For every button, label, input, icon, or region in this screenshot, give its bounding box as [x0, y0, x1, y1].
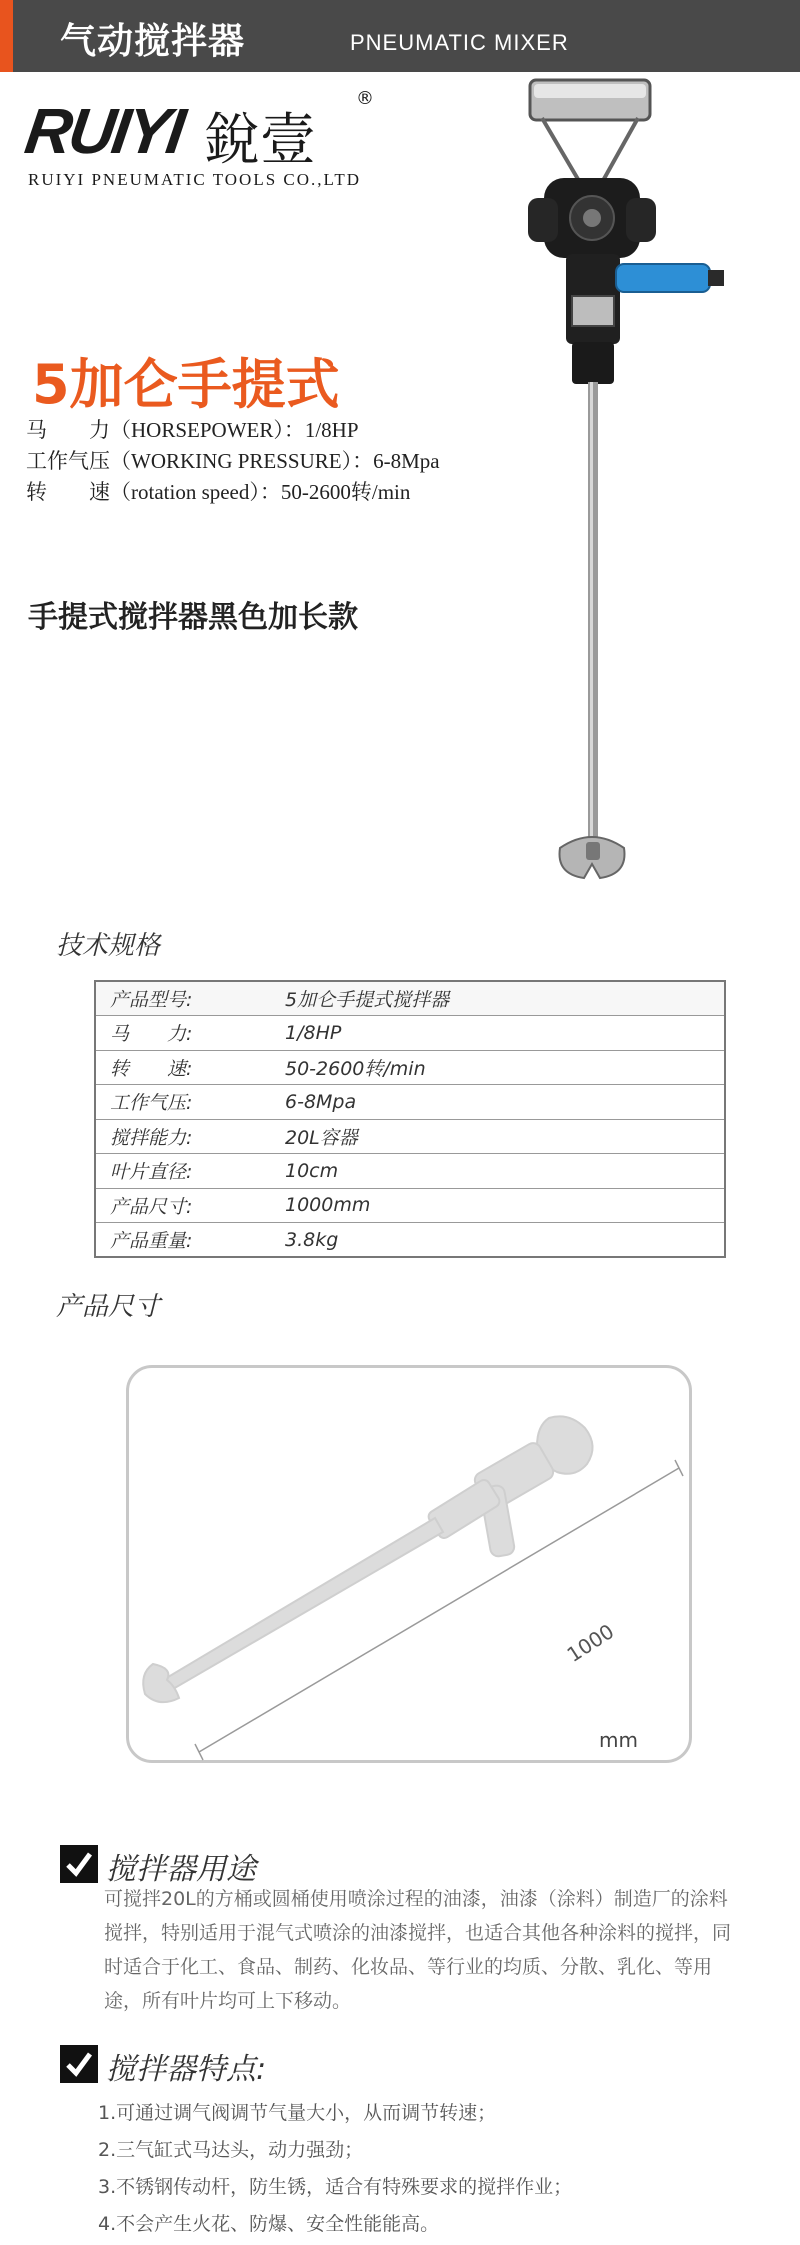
header-title-cn: 气动搅拌器: [60, 21, 246, 62]
feature-item: 1.可通过调气阀调节气量大小，从而调节转速；: [98, 2102, 497, 2124]
spec-key: 产品型号:: [95, 981, 285, 1016]
company-name: RUIYI PNEUMATIC TOOLS CO.,LTD: [28, 170, 362, 189]
table-row: [95, 1188, 725, 1223]
spec-value: 1000mm: [285, 1188, 725, 1223]
spec-value: 6-8Mpa: [285, 1085, 725, 1120]
features-title: 搅拌器特点:: [106, 2052, 267, 2087]
table-row: [95, 1050, 725, 1085]
spec-working-pressure: 工作气压（WORKING PRESSURE）：6-8Mpa: [26, 449, 440, 473]
spec-rotation-speed: 转 速（rotation speed）：50-2600转/min: [26, 480, 411, 504]
table-row: [95, 1085, 725, 1120]
logo-mark: RUIYI: [20, 95, 187, 167]
dimension-length-label: 1000: [562, 1619, 619, 1667]
feature-item: 4.不会产生火花、防爆、安全性能能高。: [98, 2213, 440, 2235]
spec-key: 搅拌能力:: [95, 1119, 285, 1154]
tech-spec-table: [94, 980, 726, 1258]
spec-value: 3.8kg: [285, 1223, 725, 1258]
brand-logo: [20, 88, 386, 193]
spec-key: 工作气压:: [95, 1085, 285, 1120]
table-row: [95, 1016, 725, 1051]
tech-spec-title: 技术规格: [56, 931, 161, 961]
model-title: 5加仑手提式: [32, 353, 340, 416]
page-header: [0, 0, 800, 72]
uses-title: 搅拌器用途: [106, 1852, 256, 1887]
table-row: [95, 1154, 725, 1189]
spec-value: 50-2600转/min: [285, 1050, 725, 1085]
spec-key: 马 力:: [95, 1016, 285, 1051]
table-row: [95, 1119, 725, 1154]
header-title-en: PNEUMATIC MIXER: [350, 30, 569, 55]
checkmark-icon: [60, 2045, 98, 2083]
logo-mark-cn: 銳壹: [204, 108, 316, 173]
feature-item: 2.三气缸式马达头，动力强劲；: [98, 2139, 364, 2161]
spec-value: 5加仑手提式搅拌器: [285, 981, 725, 1016]
spec-value: 20L容器: [285, 1119, 725, 1154]
registered-mark: ®: [356, 88, 374, 109]
dimensions-title: 产品尺寸: [56, 1292, 161, 1322]
spec-key: 叶片直径:: [95, 1154, 285, 1189]
spec-key: 转 速:: [95, 1050, 285, 1085]
dimension-unit: mm: [599, 1728, 638, 1752]
product-subtitle: 手提式搅拌器黑色加长款: [28, 600, 358, 635]
mixer-silhouette-drawing: [129, 1368, 695, 1766]
table-row: [95, 981, 725, 1016]
spec-key: 产品重量:: [95, 1223, 285, 1258]
product-photo-mixer: [500, 78, 780, 898]
spec-value: 1/8HP: [285, 1016, 725, 1051]
spec-value: 10cm: [285, 1154, 725, 1189]
checkmark-icon: [60, 1845, 98, 1883]
table-row: [95, 1223, 725, 1258]
feature-item: 3.不锈钢传动杆，防生锈，适合有特殊要求的搅拌作业；: [98, 2176, 573, 2198]
spec-horsepower: 马 力（HORSEPOWER）：1/8HP: [26, 418, 359, 442]
dimension-diagram: [126, 1365, 692, 1763]
spec-key: 产品尺寸:: [95, 1188, 285, 1223]
uses-description: 可搅拌20L的方桶或圆桶使用喷涂过程的油漆，油漆（涂料）制造厂的涂料搅拌，特别适用于混气式喷涂的油漆搅拌，也适合其他各种涂料的搅拌，同时适合于化工、食品、制药、化妆品、等行业的均质、分散、乳化、等用途，所有叶片均可上下移动。: [104, 1888, 732, 2012]
header-accent-bar: [0, 0, 13, 72]
